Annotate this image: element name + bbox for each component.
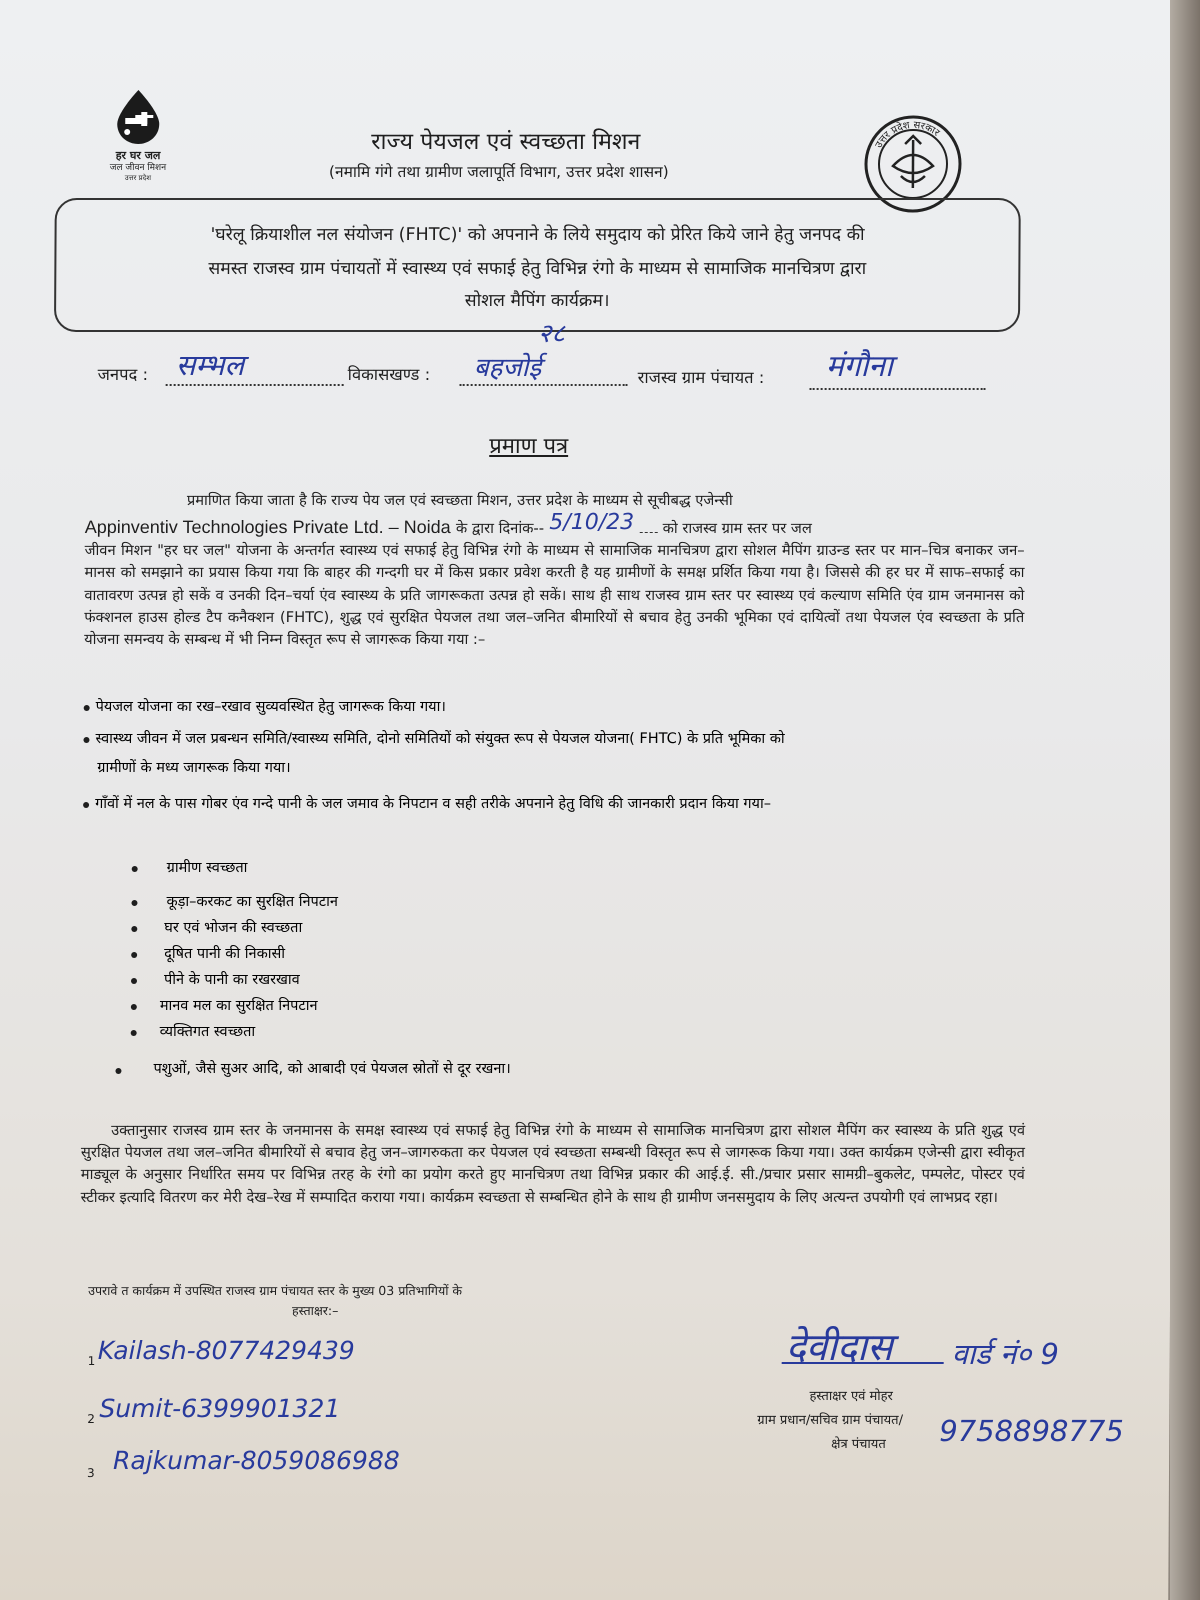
district-value: सम्भल	[175, 348, 245, 382]
point1: पेयजल योजना का रख–रखाव सुव्यवस्थित हेतु जागरूक किया गया।	[95, 699, 446, 715]
date-suffix: को राजस्व ग्राम स्तर पर जल	[662, 520, 812, 537]
bullet-point1	[84, 705, 90, 711]
list-item: मानव मल का सुरक्षित निपटान	[159, 998, 318, 1014]
list-item: पीने के पानी का रखरखाव	[163, 972, 300, 988]
last-item: पशुओं, जैसे सुअर आदि, को आबादी एवं पेयजल स्रोतों से दूर रखना।	[153, 1061, 511, 1077]
para1-line2	[84, 510, 812, 539]
panchayat-value: मंगौना	[825, 349, 893, 384]
list-item: घर एवं भोजन की स्वच्छता	[164, 920, 303, 936]
bullet-last	[115, 1068, 121, 1074]
program-banner	[54, 198, 1021, 332]
panchayat-dotline	[810, 388, 986, 390]
district-dotline	[166, 384, 344, 386]
para2-body: उक्तानुसार राजस्व ग्राम स्तर के जनमानस के समक्ष स्वास्थ्य एवं सफाई हेतु विभिन्न रंगो के माध्यम से सामाजिक मानचित्रण द्वारा सोशल मैपिंग कर स्वास्थ्य के प्रति शुद्ध एवं सुरक्षित पेयजल तथा जल–जनित बीमारियों से बचाव हेतु जन–जागरुकता कर पेयजल एवं स्वच्छता सम्बन्धी विस्तृत रूप से जागरूक किया गया। उक्त कार्यक्रम एजेन्सी द्वारा स्वीकृत माड्यूल के अनुसार निर्धारित समय पर विभिन्न तरह के रंगो का प्रयोग करते हुए मानचित्रण तथा विभिन्न प्रकार की आई.ई. सी./प्रचार प्रसार सामग्री–बुकलेट, पम्पलेट, पोस्टर एवं स्टीकर इत्यादि वितरण कर मेरी देख–रेख में सम्पादित कराया गया। कार्यक्रम स्वच्छता से सम्बन्धित होने के साथ ही ग्रामीण जनसमुदाय के लिए अत्यन्त उपयोगी एवं लाभप्रद रहा।	[80, 1122, 1026, 1206]
participant-3: Rajkumar-8059086988	[112, 1446, 400, 1475]
water-drop-tap-icon	[111, 88, 165, 146]
participant-num-3: 3	[86, 1466, 95, 1480]
point2-line1: स्वास्थ्य जीवन में जल प्रबन्धन समिति/स्वास्थ्य समिति, दोनो समितियों को संयुक्त रूप से पेयजल योजना( FHTC) के प्रति भूमिका को	[95, 731, 785, 747]
participant-num-1: 1	[87, 1354, 96, 1368]
signatory-designation-2: क्षेत्र पंचायत	[831, 1437, 886, 1452]
logo-line3: उत्तर प्रदेश	[124, 174, 152, 182]
date-dash	[639, 532, 657, 533]
signatory-designation: ग्राम प्रधान/सचिव ग्राम पंचायत/	[757, 1413, 904, 1428]
banner-line2: समस्त राजस्व ग्राम पंचायतों में स्वास्थ्य एवं सफाई हेतु विभिन्न रंगो के माध्यम से सामाजिक मानचित्रण द्वारा	[208, 259, 867, 279]
signature-label: हस्ताक्षर एवं मोहर	[809, 1389, 893, 1404]
bullet-sub4	[131, 978, 137, 984]
banner-line3: सोशल मैपिंग कार्यक्रम।	[464, 291, 610, 311]
list-item: दूषित पानी की निकासी	[164, 946, 286, 962]
bullet-sub2	[131, 926, 137, 932]
list-item: ग्रामीण स्वच्छता	[166, 860, 248, 876]
agency-name: Appinventiv Technologies Private Ltd. – Noida	[84, 517, 451, 537]
page-title: राज्य पेयजल एवं स्वच्छता मिशन	[371, 129, 641, 155]
block-note: २८	[537, 319, 566, 349]
participant-1: Kailash-8077429439	[97, 1336, 355, 1365]
logo-line2: जल जीवन मिशन	[109, 163, 167, 173]
para1-line1: प्रमाणित किया जाता है कि राज्य पेय जल एवं स्वच्छता मिशन, उत्तर प्रदेश के माध्यम से सूचीबद्ध एजेन्सी	[186, 492, 733, 509]
panchayat-label: राजस्व ग्राम पंचायत :	[637, 368, 765, 387]
point3: गाँवों में नल के पास गोबर एंव गन्दे पानी के जल जमाव के निपटान व सही तरीके अपनाने हेतु विधि की जानकारी प्रदान किया गया–	[95, 796, 772, 812]
signatory-name: देवीदास	[785, 1325, 893, 1369]
block-value: बहजोई	[473, 353, 542, 383]
logo-line1: हर घर जल	[115, 149, 161, 162]
certificate-title: प्रमाण पत्र	[489, 434, 569, 459]
bullet-sub1	[131, 900, 137, 906]
signature-underline	[782, 1362, 944, 1364]
banner-line1: 'घरेलू क्रियाशील नल संयोजन (FHTC)' को अपनाने के लिये समुदाय को प्रेरित किये जाने हेतु जनपद की	[210, 225, 865, 245]
date-value: 5/10/23	[549, 510, 635, 535]
list-item: व्यक्तिगत स्वच्छता	[159, 1024, 256, 1040]
block-label: विकासखण्ड :	[347, 365, 431, 384]
date-prefix: के द्वारा दिनांक--	[455, 520, 545, 537]
participant-2: Sumit-6399901321	[99, 1394, 341, 1423]
signatory-phone: 9758898775	[939, 1414, 1124, 1448]
participants-intro: उपरावे त कार्यक्रम में उपस्थित राजस्व ग्राम पंचायत स्तर के मुख्य 03 प्रतिभागियों के	[88, 1283, 463, 1298]
district-label: जनपद :	[97, 365, 149, 384]
bullet-point2	[83, 737, 89, 743]
bullet-sub5	[131, 1004, 137, 1010]
bullet-sub0	[132, 866, 138, 872]
bullet-sub3	[131, 952, 137, 958]
participant-num-2: 2	[87, 1412, 96, 1426]
participants-sign-label: हस्ताक्षर:–	[291, 1303, 339, 1318]
har-ghar-jal-logo	[79, 88, 198, 188]
bullet-point3	[83, 802, 89, 808]
block-dotline	[460, 384, 628, 386]
page-edge-shadow	[1170, 0, 1200, 1600]
list-item: कूड़ा–करकट का सुरक्षित निपटान	[166, 894, 338, 910]
page-subtitle: (नमामि गंगे तथा ग्रामीण जलापूर्ति विभाग, उत्तर प्रदेश शासन)	[328, 163, 669, 181]
ward-number: वार्ड नं० 9	[951, 1337, 1060, 1371]
para1-body: जीवन मिशन "हर घर जल" योजना के अन्तर्गत स्वास्थ्य एवं सफाई हेतु विभिन्न रंगो के माध्यम से सामाजिक मानचित्रण द्वारा सोशल मैपिंग ग्राउन्ड स्तर पर मान–चित्र बनाकर जन–मानस को समझाने का प्रयास किया गया कि बाहर की गन्दगी घर में किस प्रकार प्रवेश करती है यह ग्रामीणों के समक्ष प्रर्शित किया गया है। जिससे की हर घर में साफ–सफाई का वातावरण उत्पन्न हो सकें व उनकी दिन–चर्या एंव स्वास्थ्य के प्रति जागरूकता उत्पन्न हो सकें। साथ ही साथ राजस्व ग्राम स्तर पर स्वास्थ्य एवं कल्याण समिति एंव ग्राम जनमानस को फंक्शनल हाउस होल्ड टैप कनैक्शन (FHTC), शुद्ध एवं सुरक्षित पेयजल तथा जल–जनित बीमारियों से बचाव हेतु उनकी भूमिका एवं दायित्वों तथा पेयजल एंव स्वच्छता के प्रति योजना समन्वय के सम्बन्ध में भी निम्न विस्तृत रूप से जागरूक किया गया :–	[84, 542, 1025, 649]
point2-line2: ग्रामीणों के मध्य जागरूक किया गया।	[97, 760, 291, 776]
seal-text: उत्तर प्रदेश सरकार	[873, 119, 942, 151]
bullet-sub6	[131, 1030, 137, 1036]
